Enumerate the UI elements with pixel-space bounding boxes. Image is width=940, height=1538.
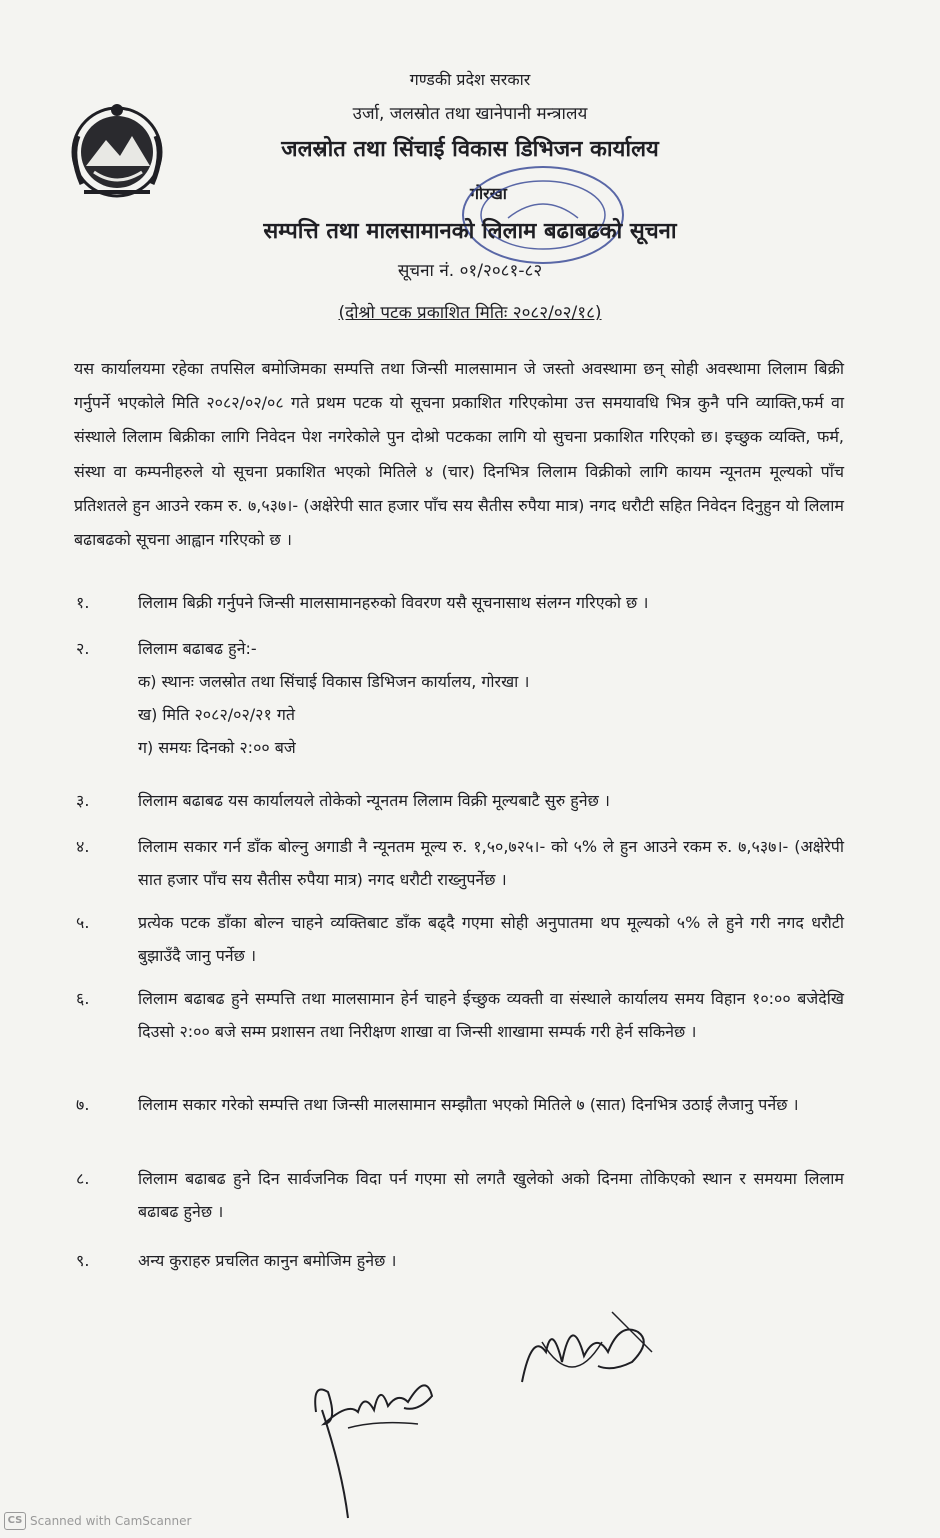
item-text: लिलाम बढाबढ हुने सम्पत्ति तथा मालसामान हेर्न चाहने ईच्छुक व्यक्ती वा संस्थाले कार्यालय समय विहान १०:०० बजेदेखि दिउसो २:०० बजे सम्म प्रशासन तथा निरीक्षण शाखा वा जिन्सी शाखामा सम्पर्क गरी हेर्न सकिनेछ । xyxy=(138,989,844,1041)
item-number: ३. xyxy=(76,791,90,810)
government-name: गण्डकी प्रदेश सरकार xyxy=(409,70,531,89)
office-location: गोरखा xyxy=(470,184,507,203)
item-text: अन्य कुराहरु प्रचलित कानुन बमोजिम हुनेछ । xyxy=(138,1251,397,1270)
notice-number: सूचना नं. ०१/२०८१-८२ xyxy=(397,261,543,281)
item-text-group xyxy=(138,632,844,764)
item-subpoint: क) स्थानः जलस्रोत तथा सिंचाई विकास डिभिजन कार्यालय, गोरखा । xyxy=(138,672,530,691)
item-text: लिलाम बढाबढ हुने:- xyxy=(138,639,257,658)
item-text: प्रत्येक पटक डाँका बोल्न चाहने व्यक्तिबाट डाँक बढ्दै गएमा सोही अनुपातमा थप मूल्यको ५% ले हुने गरी नगद धरौटी बुझाउँदै जानु पर्नेछ । xyxy=(138,913,844,965)
signature-stroke xyxy=(302,1400,422,1520)
item-text: लिलाम बढाबढ हुने दिन सार्वजनिक विदा पर्न गएमा सो लगतै खुलेको अको दिनमा तोकिएको स्थान र समयमा लिलाम बढाबढ हुनेछ । xyxy=(138,1169,844,1221)
item-number: १. xyxy=(76,593,90,612)
notice-body-paragraph: यस कार्यालयमा रहेका तपसिल बमोजिमका सम्पत्ति तथा जिन्सी मालसामान जे जस्तो अवस्थामा छन् सोही अवस्थामा लिलाम बिक्री गर्नुपर्ने भएकोले मिति २०८२/०२/०८ गते प्रथम पटक यो सूचना प्रकाशित गरिएकोमा उत्त समयावधि भित्र कुनै पनि व्याक्ति,फर्म वा संस्थाले लिलाम बिक्रीका लागि निवेदन पेश नगरेकोले पुन दोश्रो पटकका लागि यो सुचना प्रकाशित गरिएको छ। इच्छुक व्यक्ति, फर्म, संस्था वा कम्पनीहरुले यो सूचना प्रकाशित भएको मितिले ४ (चार) दिनभित्र लिलाम विक्रीको लागि कायम न्यूनतम मूल्यको पाँच प्रतिशतले हुन आउने रकम रु. ७,५३७।- (अक्षेरेपी सात हजार पाँच सय सैतीस रुपैया मात्र) नगद धरौटी सहित निवेदन दिनुहुन यो लिलाम बढाबढको सूचना आह्वान गरिएको छ । xyxy=(74,359,844,550)
item-number: ६. xyxy=(76,989,90,1008)
item-subpoint: ख) मिति २०८२/०२/२१ गते xyxy=(138,705,296,724)
item-text: लिलाम सकार गर्न डाँक बोल्नु अगाडी नै न्यूनतम मूल्य रु. १,५०,७२५।- को ५% ले हुन आउने रकम रु. ७,५३७।- (अक्षेरेपी सात हजार पाँच सय सैतीस रुपैया मात्र) नगद धरौटी राख्नुपर्नेछ । xyxy=(138,837,844,889)
scanner-watermark xyxy=(4,1512,191,1530)
item-subpoint: ग) समयः दिनको २:०० बजे xyxy=(138,738,296,757)
item-number: ९. xyxy=(76,1251,90,1270)
published-date xyxy=(0,300,940,323)
item-number: ५. xyxy=(76,913,90,932)
signature-right xyxy=(512,1302,662,1402)
watermark-text: Scanned with CamScanner xyxy=(30,1514,192,1528)
item-text: लिलाम बढाबढ यस कार्यालयले तोकेको न्यूनतम लिलाम विक्री मूल्यबाटै सुरु हुनेछ । xyxy=(138,791,610,810)
published-date-text: (दोश्रो पटक प्रकाशित मितिः २०८२/०२/१८) xyxy=(338,303,602,323)
item-text: लिलाम सकार गरेको सम्पत्ति तथा जिन्सी मालसामान सम्झौता भएको मितिले ७ (सात) दिनभित्र उठाई लैजानु पर्नेछ । xyxy=(138,1095,799,1114)
notice-title: सम्पत्ति तथा मालसामानको लिलाम बढाबढको सूचना xyxy=(263,219,677,244)
office-name: जलस्रोत तथा सिंचाई विकास डिभिजन कार्यालय xyxy=(281,137,659,162)
item-number: २. xyxy=(76,639,90,658)
item-number: ८. xyxy=(76,1169,90,1188)
item-number: ७. xyxy=(76,1095,90,1114)
item-text: लिलाम बिक्री गर्नुपने जिन्सी मालसामानहरुको विवरण यसै सूचनासाथ संलग्न गरिएको छ । xyxy=(138,593,649,612)
ministry-name: उर्जा, जलस्रोत तथा खानेपानी मन्त्रालय xyxy=(352,104,588,124)
item-number: ४. xyxy=(76,837,90,856)
camscanner-logo-icon: CS xyxy=(4,1512,26,1530)
